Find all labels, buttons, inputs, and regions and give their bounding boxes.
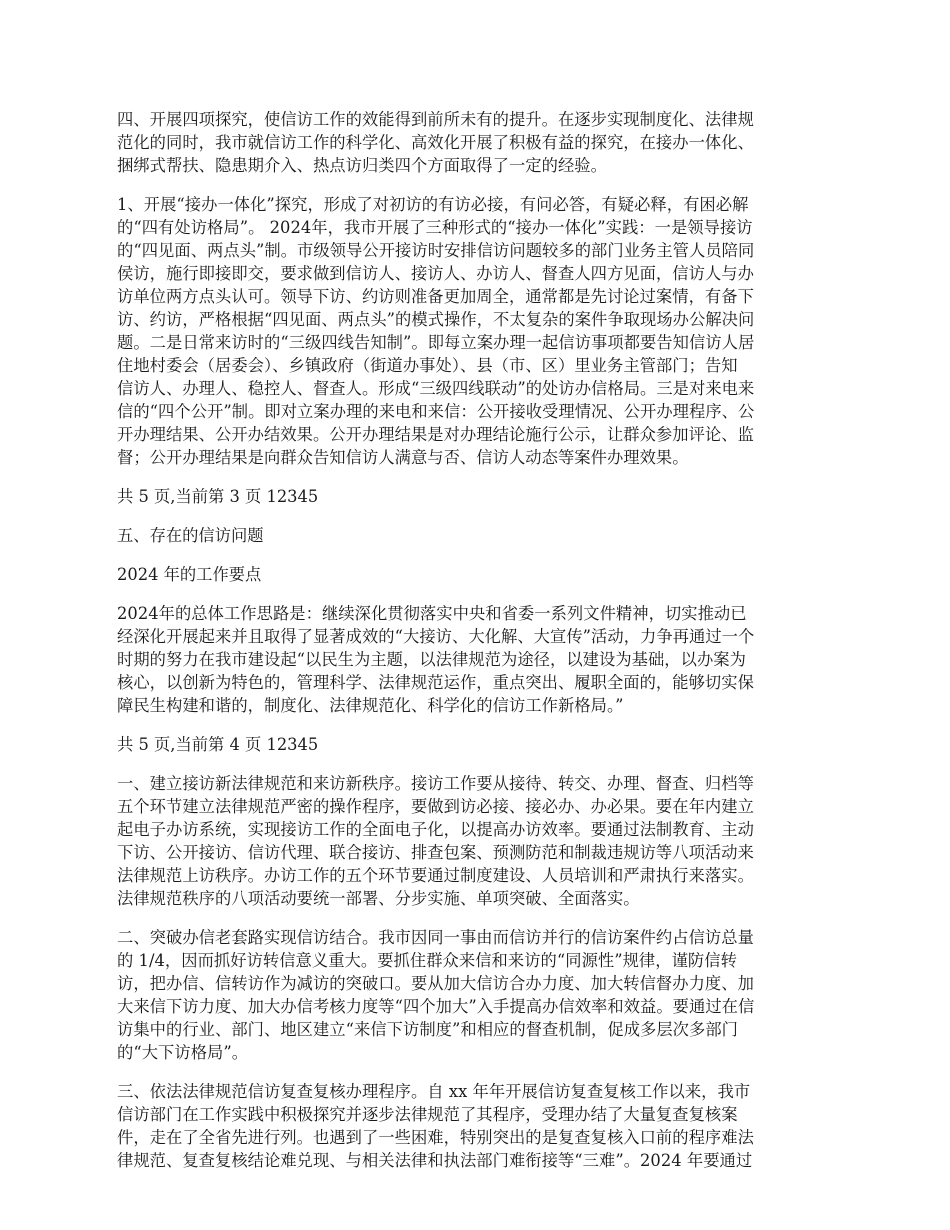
text-line: 开办理结果、公开办结效果。公开办理结果是对办理结论施行公示，让群众参加评论、监 <box>117 425 754 444</box>
text-line: 信访部门在工作实践中积极探究并逐步法律规范了其程序，受理办结了大量复查复核案 <box>117 1105 738 1124</box>
text-line: 三、依法法律规范信访复查复核办理程序。自 xx 年年开展信访复查复核工作以来，我市 <box>117 1082 751 1101</box>
text-line: 访集中的行业、部门、地区建立“来信下访制度”和相应的督查机制，促成多层次多部门 <box>117 1020 739 1039</box>
text-line: 大来信下访力度、加大办信考核力度等“四个加大”入手提高办信效率和效益。要通过在信 <box>117 997 755 1016</box>
text-line: 2024年的总体工作思路是：继续深化贯彻落实中央和省委一系列文件精神，切实推动已 <box>117 604 747 623</box>
text-line: 经深化开展起来并且取得了显著成效的“大接访、大化解、大宣传”活动，力争再通过一个 <box>117 627 755 646</box>
text-line: 一、建立接访新法律规范和来访新秩序。接访工作要从接待、转交、办理、督查、归档等 <box>117 774 754 793</box>
text-line: 核心，以创新为特色的，管理科学、法律规范运作，重点突出、履职全面的，能够切实保 <box>117 673 754 692</box>
text-line: 法律规范秩序的八项活动要统一部署、分步实施、单项突破、全面落实。 <box>117 889 640 908</box>
paragraph-section4-intro <box>117 108 838 177</box>
page-marker: 共 5 页,当前第 4 页 12345 <box>117 735 319 754</box>
text-line: 1、开展“接办一体化”探究，形成了对初访的有访必接，有问必答，有疑必释，有困必解 <box>117 195 749 214</box>
text-line: 下访、公开接访、信访代理、联合接访、排查包案、预测防范和制裁违规访等八项活动来 <box>117 843 754 862</box>
text-line: 范化的同时，我市就信访工作的科学化、高效化开展了积极有益的探究，在接办一体化、 <box>117 133 754 152</box>
paragraph-point2 <box>117 926 838 1064</box>
section-heading: 2024 年的工作要点 <box>117 565 262 584</box>
text-line: 律规范、复查复核结论难兑现、与相关法律和执法部门难衔接等“三难”。2024 年要通过 <box>117 1151 753 1170</box>
page-marker: 共 5 页,当前第 3 页 12345 <box>117 487 319 506</box>
text-line: 的“大下访格局”。 <box>117 1043 249 1062</box>
text-line: 信访人、办理人、稳控人、督查人。形成“三级四线联动”的处访办信格局。三是对来电来 <box>117 379 755 398</box>
text-line: 四、开展四项探究，使信访工作的效能得到前所未有的提升。在逐步实现制度化、法律规 <box>117 110 754 129</box>
text-line: 件，走在了全省先进行列。也遇到了一些困难，特别突出的是复查复核入口前的程序难法 <box>117 1128 754 1147</box>
text-line: 侯访，施行即接即交，要求做到信访人、接访人、办访人、督查人四方见面，信访人与办 <box>117 264 754 283</box>
text-line: 二、突破办信老套路实现信访结合。我市因同一事由而信访并行的信访案件约占信访总量 <box>117 928 754 947</box>
text-line: 法律规范上访秩序。办访工作的五个环节要通过制度建设、人员培训和严肃执行来落实。 <box>117 866 754 885</box>
text-line: 访，把办信、信转访作为减访的突破口。要从加大信访合办力度、加大转信督办力度、加 <box>117 974 754 993</box>
text-line: 时期的努力在我市建设起“以民生为主题，以法律规范为途径，以建设为基础，以办案为 <box>117 650 746 669</box>
text-line: 五个环节建立法律规范严密的操作程序，要做到访必接、接必办、办必果。要在年内建立 <box>117 797 754 816</box>
paragraph-item1 <box>117 193 838 469</box>
text-line: 捆绑式帮扶、隐患期介入、热点访归类四个方面取得了一定的经验。 <box>117 156 607 175</box>
text-line: 的“四有处访格局”。 2024年，我市开展了三种形式的“接办一体化”实践：一是领导接访 <box>117 218 753 237</box>
text-line: 访单位两方点头认可。领导下访、约访则准备更加周全，通常都是先讨论过案情，有备下 <box>117 287 754 306</box>
text-line: 题。二是日常来访时的“三级四线告知制”。即每立案办理一起信访事项都要告知信访人居 <box>117 333 755 352</box>
text-line: 的 1/4，因而抓好访转信意义重大。要抓住群众来信和来访的“同源性”规律，谨防信转 <box>117 951 737 970</box>
text-line: 督；公开办理结果是向群众告知信访人满意与否、信访人动态等案件办理效果。 <box>117 448 689 467</box>
section-heading: 五、存在的信访问题 <box>117 526 264 545</box>
text-line: 的“四见面、两点头”制。市级领导公开接访时安排信访问题较多的部门业务主管人员陪同 <box>117 241 755 260</box>
text-line: 起电子办访系统，实现接访工作的全面电子化，以提高办访效率。要通过法制教育、主动 <box>117 820 754 839</box>
text-line: 住地村委会（居委会）、乡镇政府（街道办事处）、县（市、区）里业务主管部门；告知 <box>117 356 738 375</box>
paragraph-point3 <box>117 1080 838 1172</box>
text-line: 障民生构建和谐的，制度化、法律规范化、科学化的信访工作新格局。” <box>117 696 624 715</box>
text-line: 信的“四个公开”制。即对立案办理的来电和来信：公开接收受理情况、公开办理程序、公 <box>117 402 755 421</box>
text-line: 访、约访，严格根据“四见面、两点头”的模式操作，不太复杂的案件争取现场办公解决问 <box>117 310 755 329</box>
paragraph-point1 <box>117 772 838 910</box>
paragraph-overall <box>117 602 838 717</box>
